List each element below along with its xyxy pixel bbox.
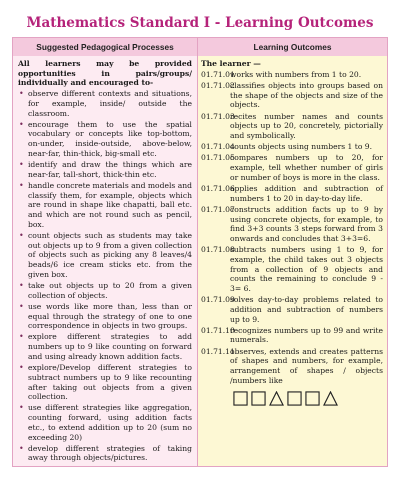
bullet-icon: • <box>19 443 24 453</box>
bullet-icon: • <box>19 180 24 190</box>
outcome-code: 01.71.05 <box>201 153 235 163</box>
header-pedagogy: Suggested Pedagogical Processes <box>13 38 198 56</box>
bullet-icon: • <box>19 119 24 129</box>
bullet-icon: • <box>19 363 24 373</box>
outcome-row <box>201 245 383 294</box>
outcome-text: recites number names and counts objects up to 20, concretely, pictorially and symbolically. <box>230 111 383 140</box>
pedagogy-item <box>18 363 192 402</box>
shape-pattern <box>233 391 383 406</box>
pedagogy-item-text: explore different strategies to add numbers up to 9 like counting on forward and using already known addition facts. <box>28 332 192 361</box>
square-icon <box>233 391 248 406</box>
pedagogy-item <box>18 89 192 118</box>
pedagogy-item <box>18 281 192 300</box>
outcome-text: counts objects using numbers 1 to 9. <box>230 142 373 152</box>
pedagogy-item <box>18 444 192 463</box>
outcome-code: 01.71.08 <box>201 245 235 255</box>
pedagogy-item <box>18 332 192 361</box>
pedagogy-intro: All learners may be provided opportunities in pairs/groups/ individually and encouraged to- <box>18 59 192 88</box>
outcome-row <box>201 184 383 203</box>
bullet-icon: • <box>19 403 24 413</box>
outcome-code: 01.71.06 <box>201 183 235 193</box>
pedagogy-item-text: handle concrete materials and models and classify them, for example, objects which are round in shape like chapatti, ball etc. and which are not round such as pencil, box. <box>28 180 192 229</box>
outcomes-lead: The learner — <box>201 59 261 68</box>
pedagogy-item <box>18 120 192 159</box>
bullet-icon: • <box>19 160 24 170</box>
page-title: Mathematics Standard I - Learning Outcomes <box>26 15 374 31</box>
outcome-text: compares numbers up to 20, for example, tell whether number of girls or number of boys is more in the class. <box>230 153 383 182</box>
outcomes-list <box>201 70 383 386</box>
bullet-icon: • <box>19 280 24 290</box>
outcome-code: 01.71.07 <box>201 204 235 214</box>
outcome-row <box>201 205 383 244</box>
outcome-row <box>201 112 383 141</box>
outcome-text: works with numbers from 1 to 20. <box>230 69 362 79</box>
outcome-row <box>201 81 383 110</box>
outcome-text: recognizes numbers up to 99 and write numerals. <box>230 325 383 345</box>
outcome-code: 01.71.01 <box>201 69 235 79</box>
pedagogy-item <box>18 181 192 230</box>
pedagogy-item <box>18 302 192 331</box>
square-icon <box>251 391 266 406</box>
outcome-row <box>201 326 383 345</box>
outcome-code: 01.71.10 <box>201 325 235 335</box>
triangle-icon <box>323 391 338 406</box>
outcome-text: constructs addition facts up to 9 by using concrete objects, for example, to find 3+3 counts 3 steps forward from 3 onwards and concludes that 3+3=6. <box>230 204 383 243</box>
pedagogy-item-text: use words like more than, less than or equal through the strategy of one to one correspondence in objects in two groups. <box>28 301 192 331</box>
pedagogy-item-text: use different strategies like aggregation, counting forward, using addition facts etc., to extend addition up to 20 (sum no exceeding 20) <box>28 403 192 442</box>
square-icon <box>287 391 302 406</box>
outcome-row <box>201 70 383 80</box>
pedagogy-item <box>18 231 192 280</box>
bullet-icon: • <box>19 332 24 342</box>
outcome-code: 01.71.09 <box>201 295 235 305</box>
bullet-icon: • <box>19 301 24 311</box>
pedagogy-list <box>18 89 192 463</box>
outcome-text: observes, extends and creates patterns of shapes and numbers, for example, arrangement of shapes / objects /numbers like <box>230 346 383 385</box>
triangle-icon <box>269 391 284 406</box>
outcome-text: solves day-to-day problems related to addition and subtraction of numbers up to 9. <box>230 295 383 324</box>
pedagogy-item-text: explore/Develop different strategies to subtract numbers up to 9 like recounting after taking out objects from a given collection. <box>28 363 192 402</box>
pedagogy-item-text: take out objects up to 20 from a given collection of objects. <box>28 280 192 300</box>
outcome-code: 01.71.02 <box>201 80 235 90</box>
outcome-row <box>201 142 383 152</box>
pedagogy-item-text: encourage them to use the spatial vocabulary or concepts like top-bottom, on-under, inside-outside, above-below, near-far, thin-thick, big-small etc. <box>28 119 192 158</box>
pedagogy-column <box>13 56 198 466</box>
outcome-code: 01.71.04 <box>201 142 235 152</box>
outcome-row <box>201 347 383 386</box>
outcome-code: 01.71.03 <box>201 111 235 121</box>
bullet-icon: • <box>19 230 24 240</box>
pedagogy-item-text: develop different strategies of taking away through objects/pictures. <box>28 443 192 463</box>
outcome-code: 01.71.11 <box>201 346 235 356</box>
outcomes-column <box>198 56 387 466</box>
pedagogy-item-text: identify and draw the things which are near-far, tall-short, thick-thin etc. <box>28 160 192 179</box>
pedagogy-item <box>18 160 192 179</box>
pedagogy-item-text: observe different contexts and situations, for example, inside/ outside the classroom. <box>28 89 192 118</box>
outcome-row <box>201 153 383 182</box>
square-icon <box>305 391 320 406</box>
outcomes-table <box>12 37 388 467</box>
pedagogy-item-text: count objects such as students may take out objects up to 9 from a given collection of objects such as picking any 8 leaves/4 beads/6 ice cream sticks etc. from the given box. <box>28 230 192 279</box>
outcome-text: applies addition and subtraction of numbers 1 to 20 in day-to-day life. <box>230 183 383 203</box>
bullet-icon: • <box>19 89 24 99</box>
header-outcomes: Learning Outcomes <box>198 38 387 56</box>
outcome-row <box>201 295 383 324</box>
outcome-text: classifies objects into groups based on the shape of the objects and size of the objects. <box>230 80 383 110</box>
outcome-text: subtracts numbers using 1 to 9, for example, the child takes out 3 objects from a collection of 9 objects and counts the remaining to conclude 9 - 3= 6. <box>230 245 383 293</box>
pedagogy-item <box>18 403 192 442</box>
